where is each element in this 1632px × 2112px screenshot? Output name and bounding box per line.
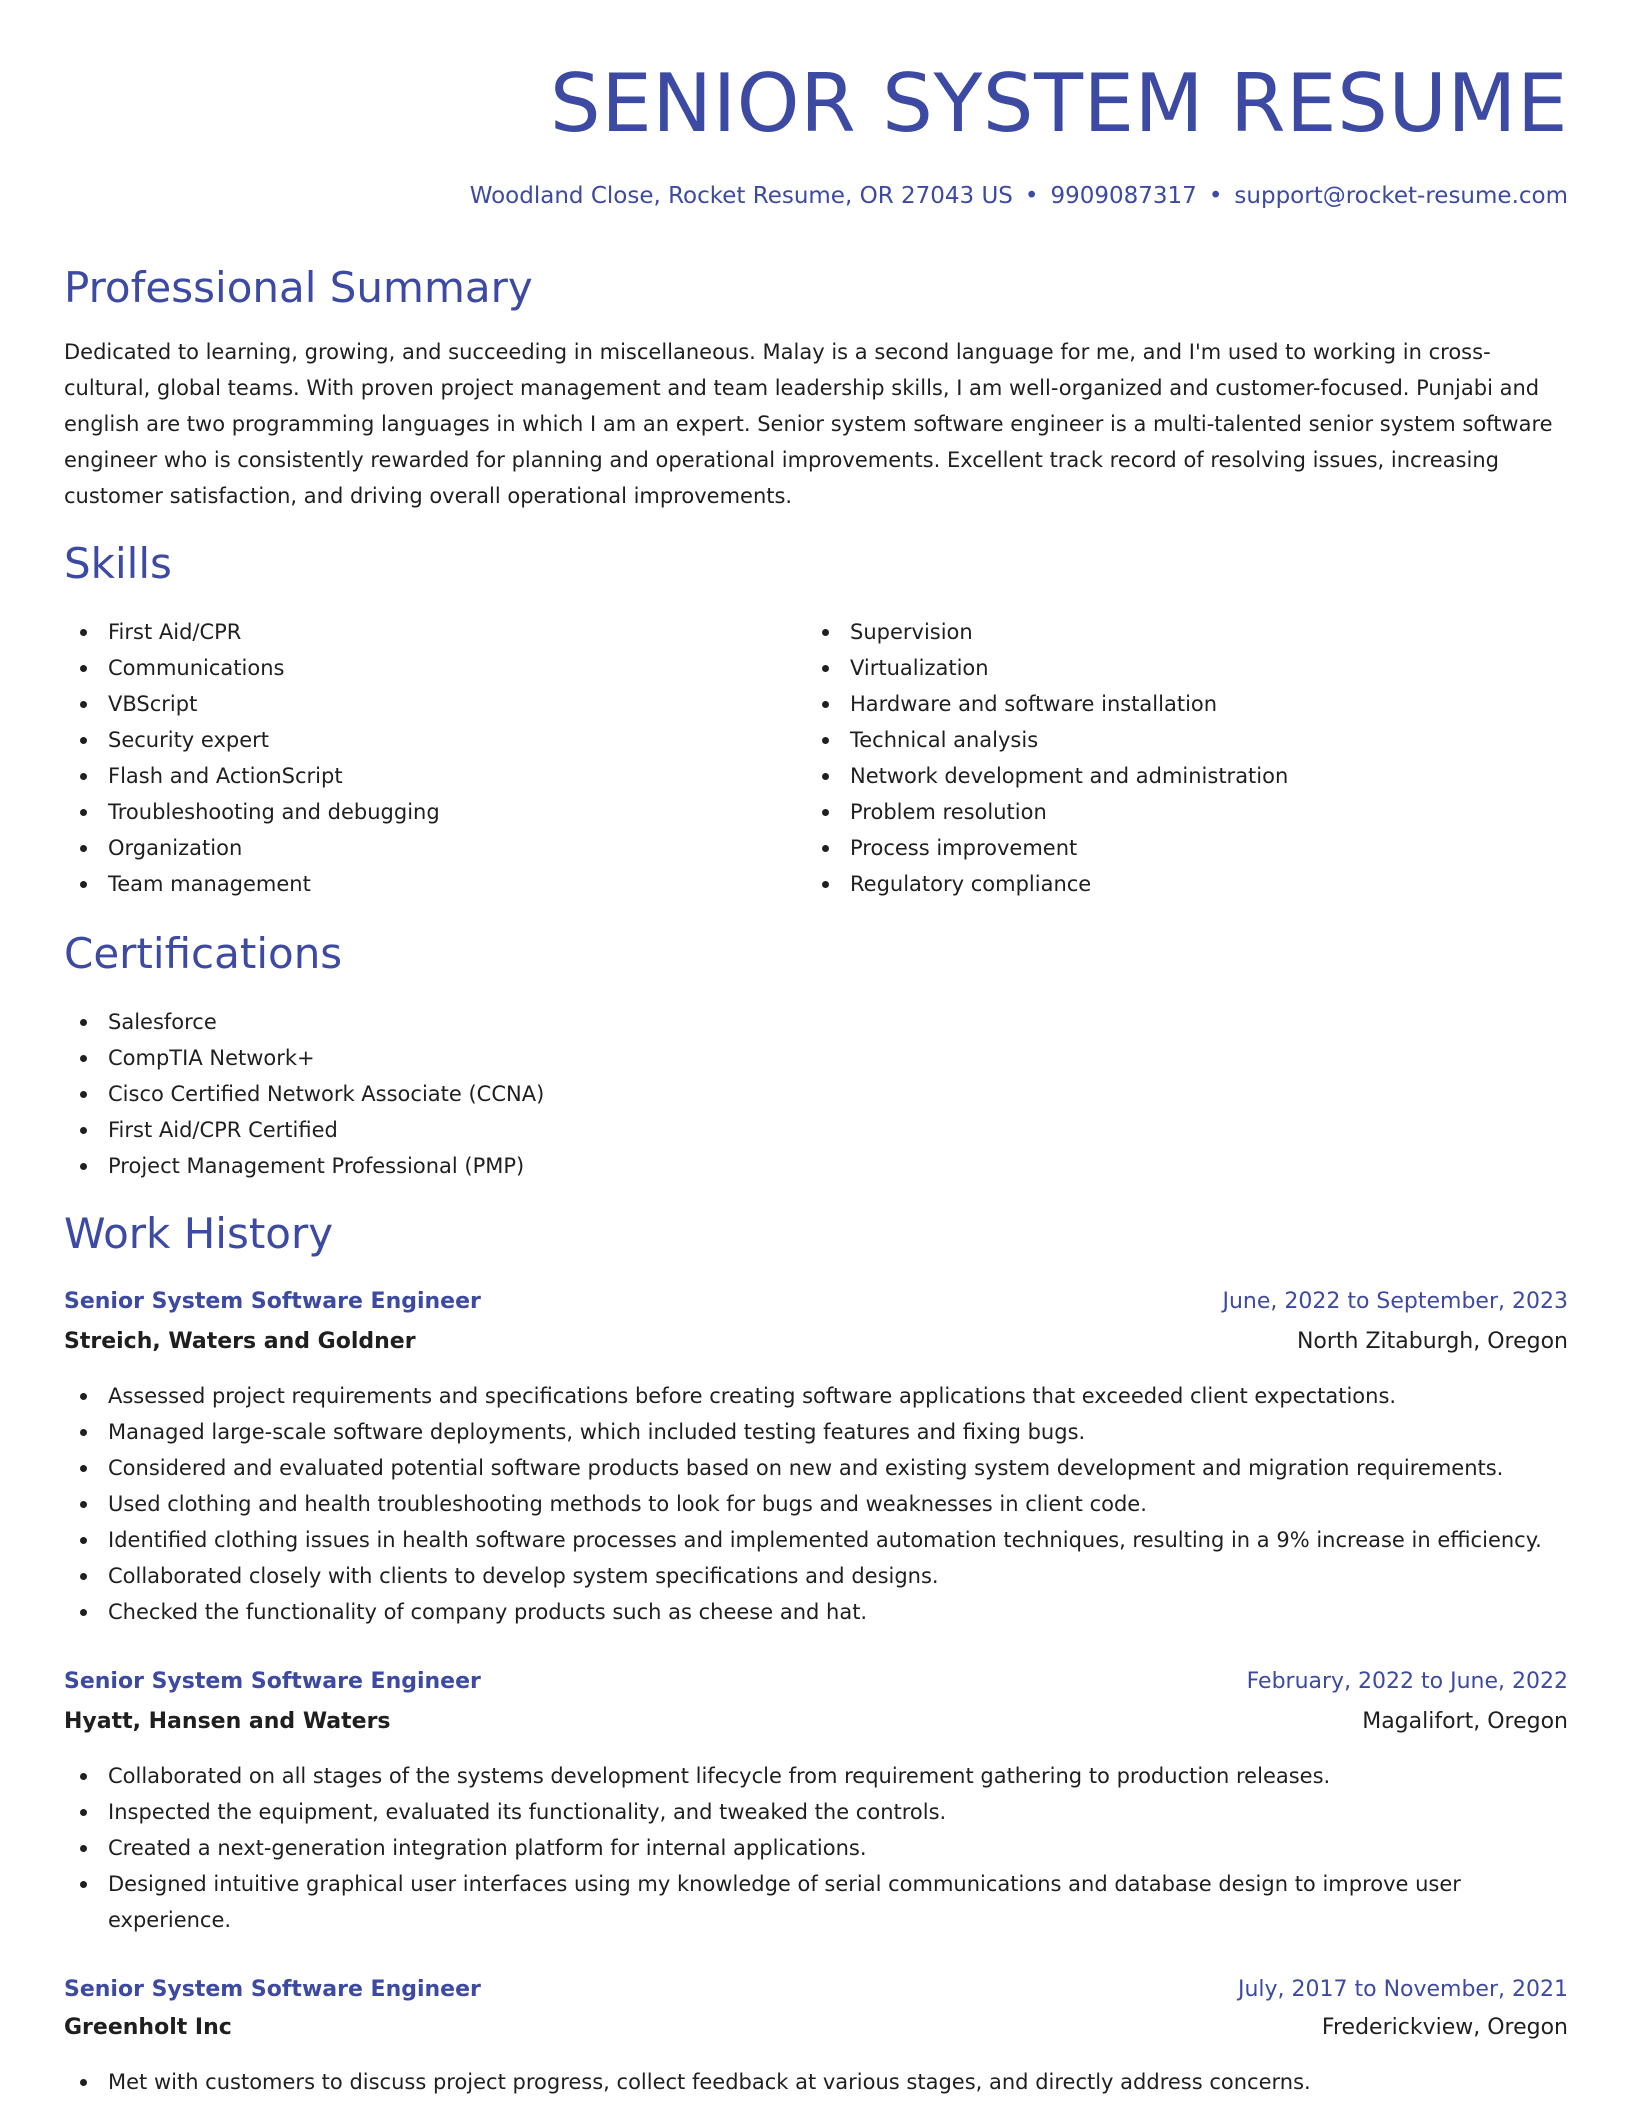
summary-heading: Professional Summary (64, 263, 533, 312)
contact-phone: 9909087317 (1050, 183, 1197, 209)
certification-item: Salesforce (64, 1004, 544, 1040)
summary-text: Dedicated to learning, growing, and succeeding in miscellaneous. Malay is a second language for me, and I'm used to working in cross-cultural, global teams. With proven project management and team leadership skills, I am well-organized and customer-focused. Punjabi and english are two programming languages in which I am an expert. Senior system software engineer is a multi-talented senior system software engineer who is consistently rewarded for planning and operational improvements. Excellent track record of resolving issues, increasing customer satisfaction, and driving overall operational improvements. (64, 340, 1553, 508)
certification-item: Project Management Professional (PMP) (64, 1148, 544, 1184)
job-dates: July, 2017 to November, 2021 (1237, 1977, 1568, 2002)
job-dates: June, 2022 to September, 2023 (1222, 1289, 1568, 1314)
certifications-heading: Certifications (64, 929, 343, 978)
contact-separator: • (1024, 183, 1039, 209)
job-bullet: Collaborated on all stages of the systems development lifecycle from requirement gathering to production releases. (64, 1758, 1568, 1794)
job-bullet: Inspected the equipment, evaluated its functionality, and tweaked the controls. (64, 1794, 1568, 1830)
job-location: North Zitaburgh, Oregon (1296, 1329, 1568, 1354)
job-bullet: Checked the functionality of company products such as cheese and hat. (64, 1594, 1568, 1630)
job-bullet: Identified clothing issues in health software processes and implemented automation techniques, resulting in a 9% increase in efficiency. (64, 1522, 1568, 1558)
contact-address: Woodland Close, Rocket Resume, OR 27043 US (469, 183, 1013, 209)
skill-item: Troubleshooting and debugging (64, 794, 440, 830)
job-bullets (64, 2064, 1568, 2100)
certifications-list (64, 1004, 544, 1184)
certification-item: CompTIA Network+ (64, 1040, 544, 1076)
skill-item: Organization (64, 830, 440, 866)
work-history-heading: Work History (64, 1209, 334, 1258)
job-bullet: Assessed project requirements and specifications before creating software applications that exceeded client expectations. (64, 1378, 1568, 1414)
job-bullet: Met with customers to discuss project progress, collect feedback at various stages, and directly address concerns. (64, 2064, 1568, 2100)
skill-item: Security expert (64, 722, 440, 758)
job-bullet: Designed intuitive graphical user interfaces using my knowledge of serial communications and database design to improve user experience. (64, 1866, 1508, 1938)
skill-item: Regulatory compliance (806, 866, 1288, 902)
skill-item: Flash and ActionScript (64, 758, 440, 794)
job-bullet: Used clothing and health troubleshooting methods to look for bugs and weaknesses in client code. (64, 1486, 1568, 1522)
job-bullet: Considered and evaluated potential software products based on new and existing system development and migration requirements. (64, 1450, 1568, 1486)
job-company: Streich, Waters and Goldner (64, 1329, 416, 1354)
skill-item: Technical analysis (806, 722, 1288, 758)
contact-line (470, 180, 1568, 212)
job-location: Frederickview, Oregon (1321, 2015, 1568, 2040)
certification-item: Cisco Certified Network Associate (CCNA) (64, 1076, 544, 1112)
job-bullets (64, 1378, 1568, 1630)
job-title: Senior System Software Engineer (64, 1669, 481, 1694)
skill-item: Communications (64, 650, 440, 686)
certification-item: First Aid/CPR Certified (64, 1112, 544, 1148)
job-dates: February, 2022 to June, 2022 (1246, 1669, 1568, 1694)
skill-item: Hardware and software installation (806, 686, 1288, 722)
job-company: Greenholt Inc (64, 2015, 232, 2040)
job-bullets (64, 1758, 1568, 1938)
skill-item: Virtualization (806, 650, 1288, 686)
skill-item: Process improvement (806, 830, 1288, 866)
skills-list-left (64, 614, 440, 902)
contact-separator: • (1208, 183, 1223, 209)
skill-item: VBScript (64, 686, 440, 722)
skills-list-right (806, 614, 1288, 902)
skill-item: Network development and administration (806, 758, 1288, 794)
resume-title: SENIOR SYSTEM RESUME (549, 57, 1568, 150)
job-bullet: Created a next-generation integration platform for internal applications. (64, 1830, 1568, 1866)
skill-item: Team management (64, 866, 440, 902)
job-bullet: Managed large-scale software deployments, which included testing features and fixing bugs. (64, 1414, 1568, 1450)
contact-email[interactable]: support@rocket-resume.com (1234, 183, 1568, 209)
job-company: Hyatt, Hansen and Waters (64, 1709, 391, 1734)
job-title: Senior System Software Engineer (64, 1977, 481, 2002)
job-bullet: Collaborated closely with clients to develop system specifications and designs. (64, 1558, 1568, 1594)
job-title: Senior System Software Engineer (64, 1289, 481, 1314)
skills-heading: Skills (64, 539, 172, 588)
skill-item: Supervision (806, 614, 1288, 650)
skill-item: Problem resolution (806, 794, 1288, 830)
skill-item: First Aid/CPR (64, 614, 440, 650)
job-location: Magalifort, Oregon (1362, 1709, 1568, 1734)
